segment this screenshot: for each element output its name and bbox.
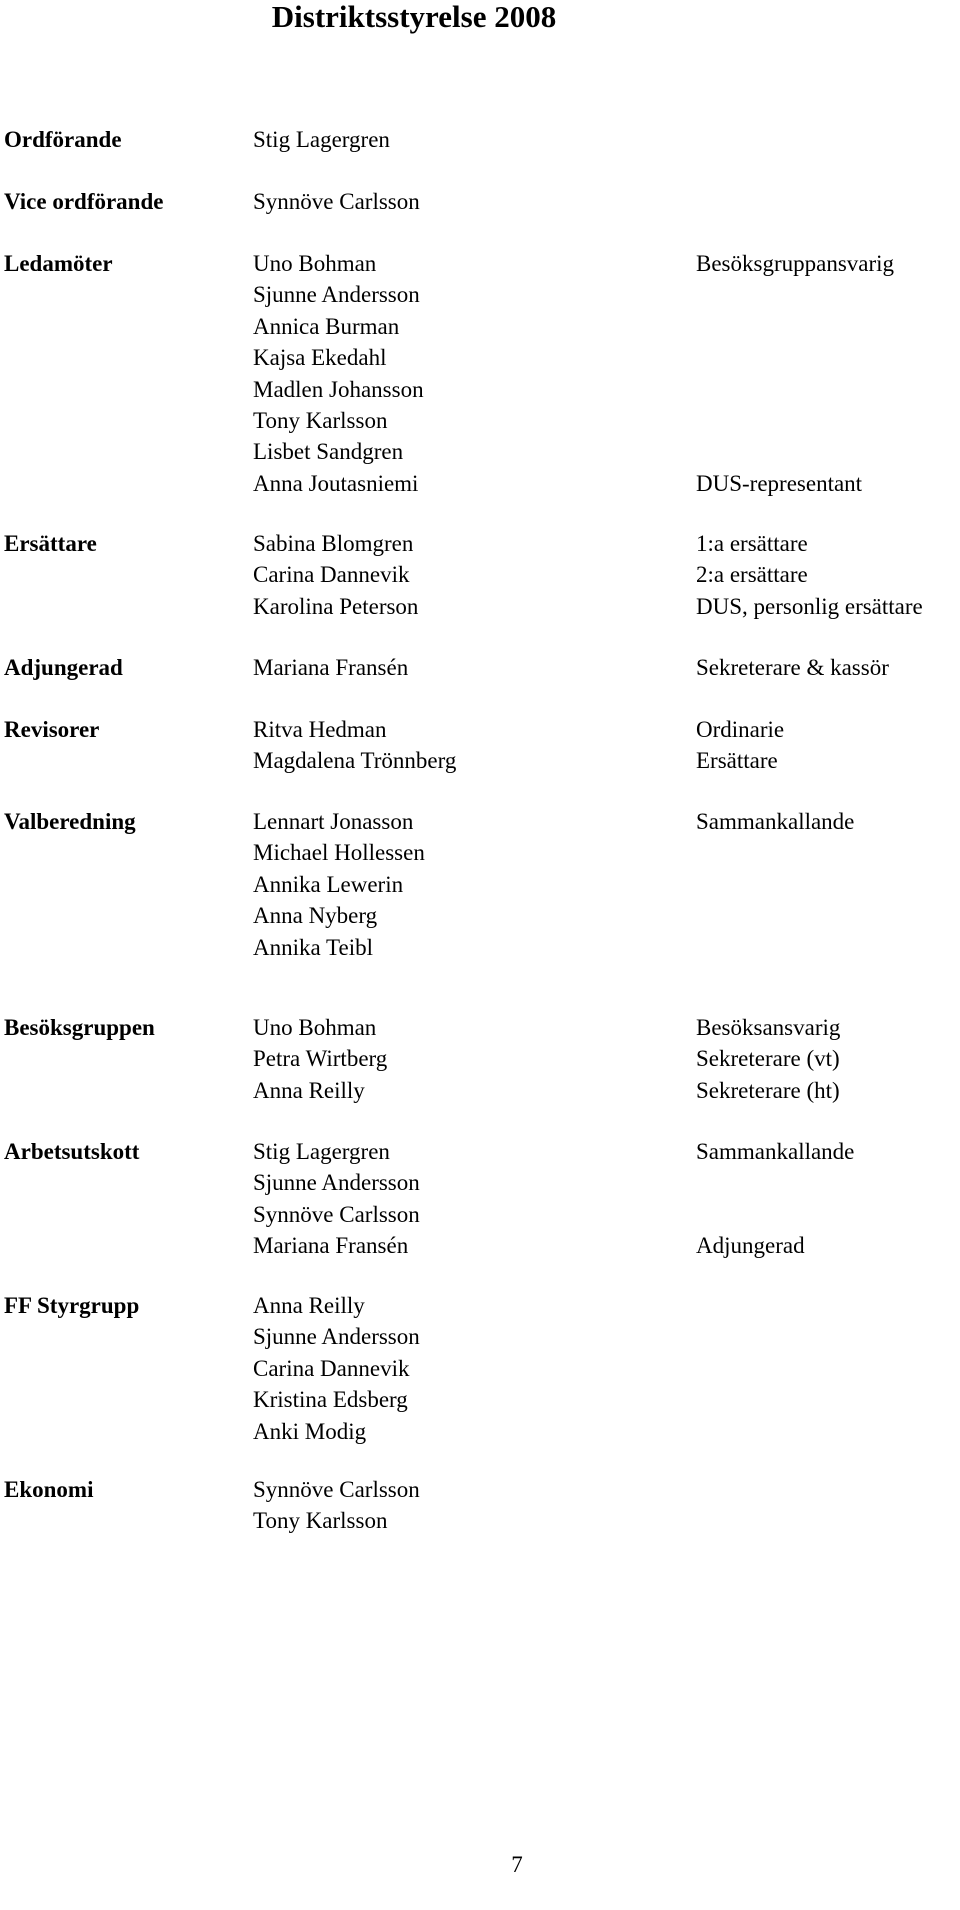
member-row (0, 714, 960, 745)
member-row (0, 311, 960, 342)
section-label: Vice ordförande (4, 189, 164, 214)
member-name: Karolina Peterson (253, 593, 419, 619)
member-row (0, 932, 960, 963)
member-name: Synnöve Carlsson (253, 1201, 420, 1227)
member-row (0, 1353, 960, 1384)
member-name: Sjunne Andersson (253, 282, 420, 308)
member-row (0, 652, 960, 683)
section (0, 124, 960, 155)
member-row (0, 248, 960, 279)
member-role: Sekreterare (ht) (696, 1077, 840, 1103)
section (0, 528, 960, 622)
member-row (0, 1075, 960, 1106)
section (0, 1290, 960, 1447)
section-label: Arbetsutskott (4, 1139, 140, 1164)
section-label: Valberedning (4, 809, 136, 834)
member-role: Ersättare (696, 748, 778, 774)
member-role: 1:a ersättare (696, 531, 808, 556)
member-row (0, 528, 960, 559)
member-name: Synnöve Carlsson (253, 189, 420, 214)
member-row (0, 374, 960, 405)
member-row (0, 1230, 960, 1261)
member-role: Sekreterare (vt) (696, 1046, 840, 1072)
member-row (0, 1199, 960, 1230)
member-name: Ritva Hedman (253, 717, 387, 742)
member-name: Anna Reilly (253, 1077, 365, 1103)
section (0, 1474, 960, 1537)
member-row (0, 1384, 960, 1415)
member-role: Sammankallande (696, 1139, 855, 1164)
page-title: Distriktsstyrelse 2008 (271, 0, 557, 34)
page-number: 7 (511, 1852, 523, 1877)
member-name: Anna Joutasniemi (253, 470, 419, 496)
member-row (0, 124, 960, 155)
member-name: Annika Teibl (253, 934, 373, 960)
member-name: Michael Hollessen (253, 840, 425, 866)
member-name: Lennart Jonasson (253, 809, 414, 834)
member-name: Sabina Blomgren (253, 531, 414, 556)
member-name: Anna Nyberg (253, 903, 378, 929)
section (0, 714, 960, 777)
member-row (0, 468, 960, 499)
member-name: Annika Lewerin (253, 871, 404, 897)
section (0, 248, 960, 499)
member-name: Kristina Edsberg (253, 1387, 408, 1413)
member-name: Carina Dannevik (253, 562, 410, 588)
member-row (0, 591, 960, 622)
member-row (0, 1136, 960, 1167)
member-role: 2:a ersättare (696, 562, 808, 588)
section-label: FF Styrgrupp (4, 1293, 140, 1318)
member-name: Uno Bohman (253, 1015, 377, 1040)
member-name: Tony Karlsson (253, 1508, 388, 1534)
member-row (0, 1321, 960, 1352)
section-label: Adjungerad (4, 655, 123, 680)
member-name: Madlen Johansson (253, 376, 424, 402)
member-name: Anki Modig (253, 1418, 367, 1444)
member-role: DUS-representant (696, 470, 863, 496)
member-row (0, 186, 960, 217)
member-role: Besöksansvarig (696, 1015, 841, 1040)
member-row (0, 1290, 960, 1321)
member-row (0, 405, 960, 436)
section-label: Revisorer (4, 717, 100, 742)
member-row (0, 1474, 960, 1505)
member-name: Mariana Fransén (253, 655, 409, 680)
member-role: Besöksgruppansvarig (696, 251, 895, 276)
member-row (0, 279, 960, 310)
member-role: Adjungerad (696, 1233, 805, 1259)
member-row (0, 1012, 960, 1043)
member-role: Ordinarie (696, 717, 785, 742)
member-row (0, 342, 960, 373)
member-name: Carina Dannevik (253, 1355, 410, 1381)
member-name: Stig Lagergren (253, 127, 390, 152)
section (0, 1136, 960, 1262)
member-row (0, 745, 960, 776)
member-row (0, 806, 960, 837)
member-name: Mariana Fransén (253, 1233, 409, 1259)
member-name: Sjunne Andersson (253, 1324, 420, 1350)
member-row (0, 436, 960, 467)
member-row (0, 1505, 960, 1536)
section (0, 1012, 960, 1106)
member-row (0, 900, 960, 931)
member-name: Lisbet Sandgren (253, 439, 404, 465)
member-row (0, 837, 960, 868)
member-name: Magdalena Trönnberg (253, 748, 457, 774)
section (0, 806, 960, 963)
member-row (0, 1043, 960, 1074)
section (0, 186, 960, 217)
section-label: Ekonomi (4, 1477, 94, 1502)
member-name: Anna Reilly (253, 1293, 365, 1318)
section-label: Ledamöter (4, 251, 113, 276)
member-role: Sammankallande (696, 809, 855, 834)
section-label: Ersättare (4, 531, 97, 556)
member-row (0, 1416, 960, 1447)
member-name: Sjunne Andersson (253, 1170, 420, 1196)
member-name: Kajsa Ekedahl (253, 345, 387, 371)
section (0, 652, 960, 683)
member-row (0, 1167, 960, 1198)
member-name: Tony Karlsson (253, 407, 388, 433)
member-name: Annica Burman (253, 313, 400, 339)
section-label: Ordförande (4, 127, 122, 152)
member-row (0, 559, 960, 590)
member-role: DUS, personlig ersättare (696, 593, 923, 619)
member-name: Petra Wirtberg (253, 1046, 388, 1072)
member-role: Sekreterare & kassör (696, 655, 889, 680)
member-name: Uno Bohman (253, 251, 377, 276)
section-label: Besöksgruppen (4, 1015, 155, 1040)
member-row (0, 869, 960, 900)
member-name: Stig Lagergren (253, 1139, 390, 1164)
member-name: Synnöve Carlsson (253, 1477, 420, 1502)
